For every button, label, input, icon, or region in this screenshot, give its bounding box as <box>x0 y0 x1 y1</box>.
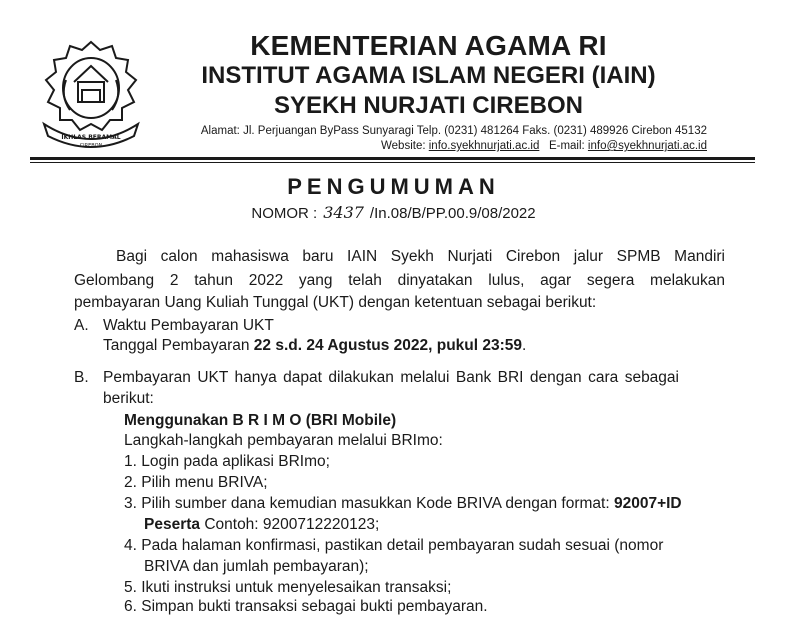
step-3-continuation <box>144 515 379 535</box>
step-2: 2. Pilih menu BRIVA; <box>124 474 268 491</box>
step-3 <box>124 494 682 514</box>
steps-intro: Langkah-langkah pembayaran melalui BRImo: <box>124 432 443 449</box>
document-number <box>0 203 787 222</box>
section-a-marker: A. <box>74 317 89 334</box>
step-6: 6. Simpan bukti transaksi sebagai bukti pembayaran. <box>124 598 488 615</box>
step-3-peserta: Peserta <box>144 516 201 533</box>
intro-line-2: Gelombang 2 tahun 2022 yang telah dinyatakan lulus, agar segera melakukan <box>74 272 725 289</box>
handwritten-number: 3437 <box>323 203 364 222</box>
payment-date-prefix: Tanggal Pembayaran <box>103 337 254 354</box>
email-link[interactable]: info@syekhnurjati.ac.id <box>587 140 707 152</box>
logo-text: IKHLAS BERAMAL <box>61 134 121 141</box>
address-line: Alamat: Jl. Perjuangan ByPass Sunyaragi Telp. (0231) 481264 Faks. (0231) 489926 Cirebon 45132 <box>200 125 707 137</box>
nomor-code: /In.08/B/PP.00.9/08/2022 <box>369 205 536 222</box>
logo-subtext: CIREBON <box>79 143 103 149</box>
step-3-code-format: 92007+ID <box>613 495 682 512</box>
announcement-title: PENGUMUMAN <box>287 174 500 199</box>
payment-date <box>103 336 526 356</box>
institute-name: INSTITUT AGAMA ISLAM NEGERI (IAIN) <box>201 62 656 89</box>
header-divider-thick <box>30 157 755 160</box>
website-label: Website: <box>381 140 426 152</box>
step-3-example: Contoh: 9200712220123; <box>200 516 380 533</box>
intro-line-1: Bagi calon mahasiswa baru IAIN Syekh Nurjati Cirebon jalur SPMB Mandiri <box>116 248 725 265</box>
email-label: E-mail: <box>548 140 585 152</box>
ministry-name: KEMENTERIAN AGAMA RI <box>250 30 607 61</box>
payment-date-suffix: . <box>522 337 527 354</box>
payment-date-value: 22 s.d. 24 Agustus 2022, pukul 23:59 <box>253 337 523 354</box>
website-link[interactable]: info.syekhnurjati.ac.id <box>428 140 540 152</box>
step-4-continuation: BRIVA dan jumlah pembayaran); <box>144 558 369 575</box>
step-5: 5. Ikuti instruksi untuk menyelesaikan transaksi; <box>124 579 452 596</box>
section-b-marker: B. <box>74 369 89 386</box>
intro-line-3: pembayaran Uang Kuliah Tunggal (UKT) dengan ketentuan sebagai berikut: <box>74 294 597 311</box>
step-4: 4. Pada halaman konfirmasi, pastikan detail pembayaran sudah sesuai (nomor <box>124 537 664 554</box>
contact-line <box>381 140 707 152</box>
section-b-heading-line-1: Pembayaran UKT hanya dapat dilakukan melalui Bank BRI dengan cara sebagai <box>103 369 679 386</box>
step-1: 1. Login pada aplikasi BRImo; <box>124 453 330 470</box>
step-3-text: 3. Pilih sumber dana kemudian masukkan Kode BRIVA dengan format: <box>124 495 614 512</box>
institute-subname: SYEKH NURJATI CIREBON <box>274 92 583 119</box>
nomor-label: NOMOR : <box>251 205 318 222</box>
header-divider-thin <box>30 162 755 163</box>
method-title: Menggunakan B R I M O (BRI Mobile) <box>124 412 397 429</box>
section-b-heading-line-2: berikut: <box>103 390 154 407</box>
section-a-heading: Waktu Pembayaran UKT <box>103 317 274 334</box>
